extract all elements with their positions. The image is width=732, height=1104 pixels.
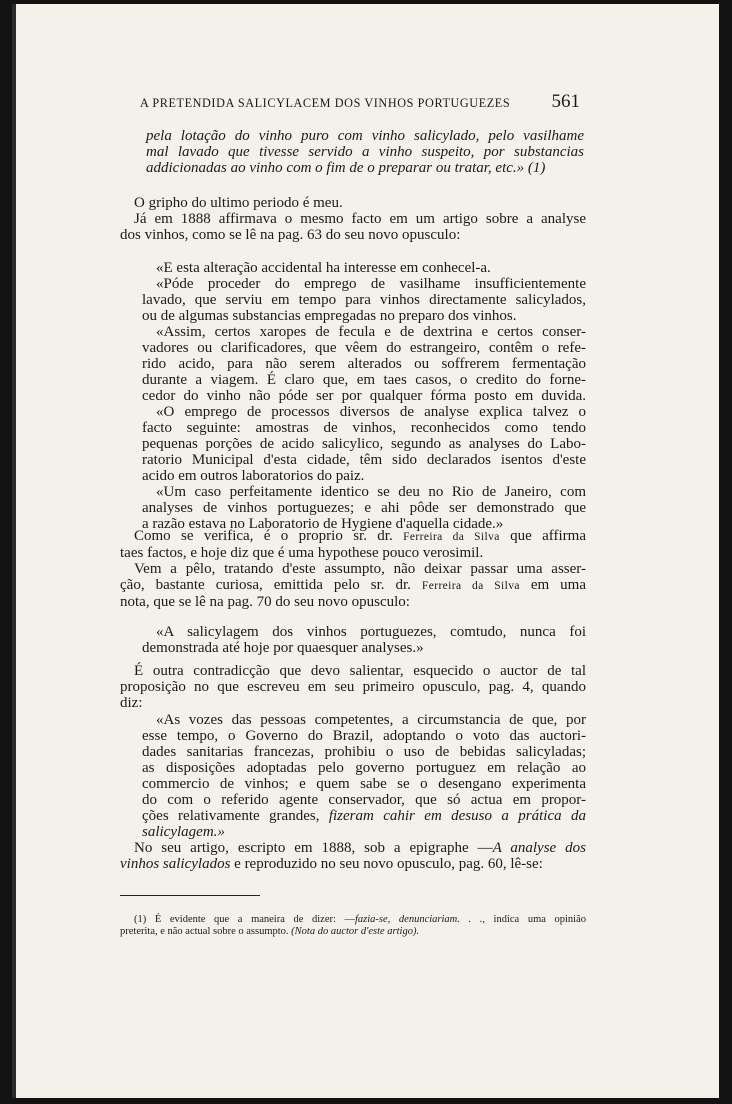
paragraph: [120, 663, 586, 711]
text-line: ções relativamente grandes, fizeram cahir em desuso a prática da: [142, 808, 586, 824]
author-name: Ferreira da Silva: [403, 531, 500, 543]
text-line: durante a viagem. É claro que, em taes casos, o credito do forne-: [142, 372, 586, 388]
text-line: esse tempo, o Governo do Brazil, adoptando o voto das auctori-: [142, 728, 586, 744]
text-line: pequenas porções de acido salicylico, segundo as analyses do Labo-: [142, 436, 586, 452]
text-line: «Assim, certos xaropes de fecula e de dextrina e certos conser-: [156, 324, 586, 340]
text-line: ção, bastante curiosa, emittida pelo sr. dr. Ferreira da Silva em uma: [120, 577, 587, 593]
text-line: «A salicylagem dos vinhos portuguezes, comtudo, nunca foi: [156, 624, 586, 640]
text-line: a razão estava no Laboratorio de Hygiene d'aquella cidade.»: [142, 516, 504, 532]
text-line: «O emprego de processos diversos de analyse explica talvez o: [156, 404, 586, 420]
paragraph-continuation: [146, 128, 584, 176]
running-header: [140, 91, 580, 113]
text-line: demonstrada até hoje por quaesquer analyses.»: [142, 640, 424, 656]
text-line: (1) É evidente que a maneira de dizer: —fazia-se, denunciariam. . ., indica uma opinião: [134, 914, 586, 925]
text-line: dades sanitarias francezas, prohibiu o uso de bebidas salicyladas;: [142, 744, 586, 760]
footnote-divider: [120, 895, 260, 896]
text-line: as disposições adoptadas pelo governo portuguez em relação ao: [142, 760, 586, 776]
text-line: salicylagem.»: [142, 824, 225, 840]
text-line: «Um caso perfeitamente identico se deu no Rio de Janeiro, com: [156, 484, 586, 500]
text-line: Como se verifica, é o proprio sr. dr. Ferreira da Silva que affirma: [134, 528, 586, 544]
page-number: 561: [551, 91, 580, 112]
text-line: ratorio Municipal d'esta cidade, têm sido declarados isentos d'este: [142, 452, 586, 468]
page-edge-shadow: [12, 4, 16, 1098]
text-line: facto seguinte: amostras de vinhos, reconhecidos como tendo: [142, 420, 586, 436]
text-line: taes factos, e hoje diz que é uma hypothese pouco verosimil.: [120, 545, 484, 561]
footnote: [120, 914, 586, 938]
text-line: Já em 1888 affirmava o mesmo facto em um artigo sobre a analyse: [134, 211, 586, 227]
running-title: A PRETENDIDA SALICYLACEM DOS VINHOS PORTUGUEZES: [140, 96, 511, 110]
text-line: «Póde proceder do emprego de vasilhame insufficientemente: [156, 276, 586, 292]
text-line: diz:: [120, 695, 143, 711]
text-line: cedor do vinho não póde ser por qualquer fórma posto em duvida.: [142, 388, 586, 404]
text-line: commercio de vinhos; e quem sabe se o desengano experimenta: [142, 776, 586, 792]
text-line: Vem a pêlo, tratando d'este assumpto, não deixar passar uma asser-: [134, 561, 586, 577]
text-line: do com o referido agente conservador, que só actua em propor-: [142, 792, 586, 808]
paragraph: [120, 195, 586, 243]
block-quote: [142, 712, 586, 840]
text-line: nota, que se lê na pag. 70 do seu novo opusculo:: [120, 594, 410, 610]
text-line: vadores ou clarificadores, que vêem do estrangeiro, contêm o refe-: [142, 340, 586, 356]
text-line: «As vozes das pessoas competentes, a circumstancia de que, por: [156, 712, 586, 728]
text-line: O gripho do ultimo periodo é meu.: [134, 195, 343, 211]
block-quote: [142, 260, 586, 532]
text-line: «E esta alteração accidental ha interesse em conhecel-a.: [156, 260, 491, 276]
block-quote: [142, 624, 586, 656]
text-line: analyses de vinhos portuguezes; e ahi pôde ser demonstrado que: [142, 500, 586, 516]
text-line: dos vinhos, como se lê na pag. 63 do seu novo opusculo:: [120, 227, 461, 243]
text-line: ou de algumas substancias empregadas no preparo dos vinhos.: [142, 308, 517, 324]
text-line: No seu artigo, escripto em 1888, sob a epigraphe —A analyse dos: [134, 840, 586, 856]
paragraph: [120, 840, 586, 872]
text-line: vinhos salicylados e reproduzido no seu novo opusculo, pag. 60, lê-se:: [120, 856, 543, 872]
text-line: rido acido, para não serem alterados ou soffrerem fermentação: [142, 356, 586, 372]
text-line: addicionadas ao vinho com o fim de o preparar ou tratar, etc.» (1): [146, 160, 546, 176]
text-line: lavado, que serviu em tempo para vinhos directamente salicylados,: [142, 292, 586, 308]
text-line: mal lavado que tivesse servido a vinho suspeito, por substancias: [146, 144, 584, 160]
text-line: preterita, e não actual sobre o assumpto. (Nota do auctor d'este artigo).: [120, 926, 420, 937]
paragraph: [120, 528, 586, 610]
author-name: Ferreira da Silva: [421, 580, 520, 592]
text-line: É outra contradicção que devo salientar, esquecido o auctor de tal: [134, 663, 586, 679]
text-line: pela lotação do vinho puro com vinho salicylado, pelo vasilhame: [146, 128, 584, 144]
book-page: [12, 4, 719, 1098]
text-line: proposição no que escreveu em seu primeiro opusculo, pag. 4, quando: [120, 679, 586, 695]
text-line: acido em outros laboratorios do paiz.: [142, 468, 365, 484]
